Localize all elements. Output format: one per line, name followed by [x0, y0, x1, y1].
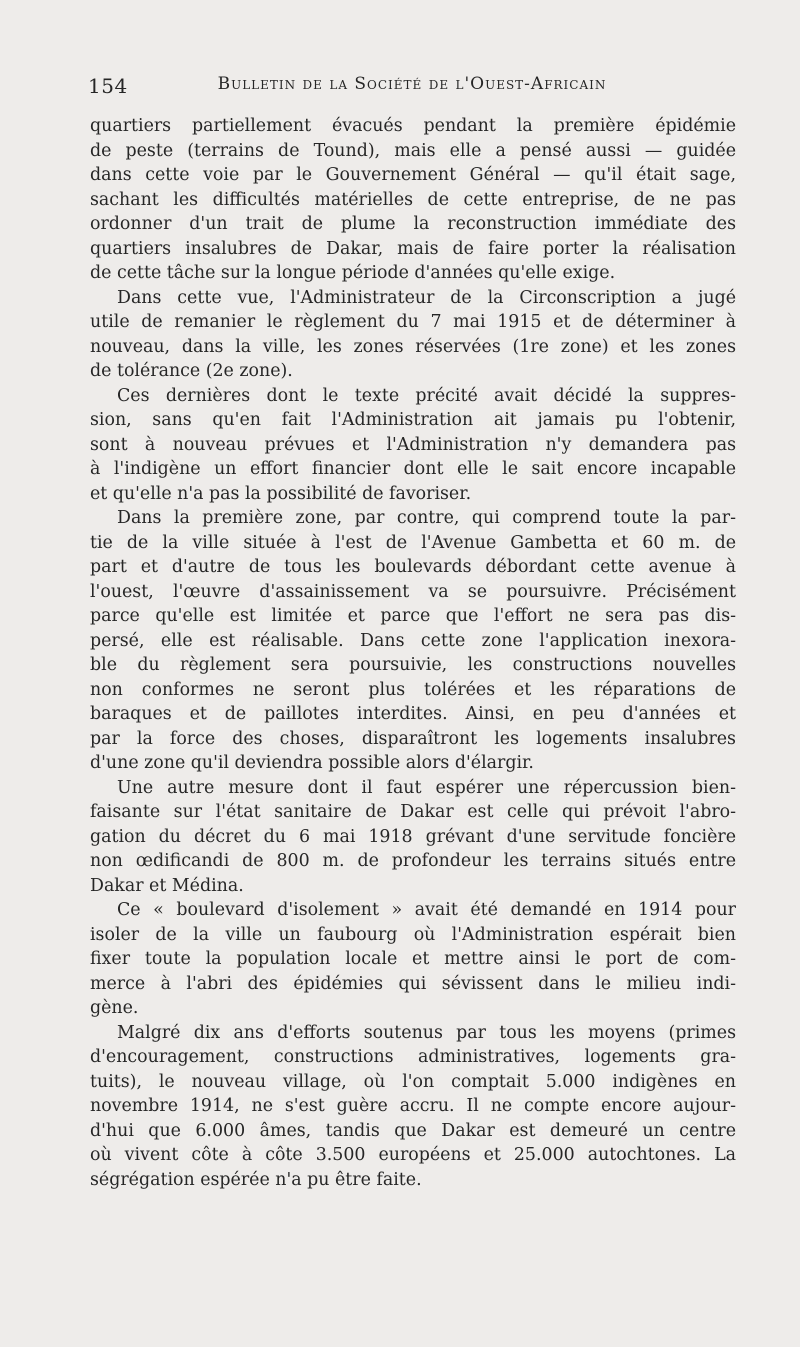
running-title: Bulletin de la Société de l'Ouest-Africain: [217, 74, 607, 94]
text-line: non œdificandi de 800 m. de profondeur les terrains situés entre: [90, 851, 736, 871]
text-line: ségrégation espérée n'a pu être faite.: [90, 1169, 422, 1190]
text-line: gène.: [90, 998, 139, 1018]
paragraph: [90, 384, 736, 507]
text-line: novembre 1914, ne s'est guère accru. Il ne compte encore aujour-: [90, 1096, 736, 1116]
text-line: non conformes ne seront plus tolérées et les réparations de: [90, 679, 736, 700]
text-line: d'une zone qu'il deviendra possible alors d'élargir.: [90, 753, 534, 773]
text-line: et qu'elle n'a pas la possibilité de favoriser.: [90, 483, 472, 504]
text-line: par la force des choses, disparaîtront les logements insalubres: [90, 728, 736, 749]
text-line: fixer toute la population locale et mettre ainsi le port de com-: [90, 949, 736, 969]
text-line: Ces dernières dont le texte précité avait décidé la suppres-: [117, 385, 736, 406]
text-line: isoler de la ville un faubourg où l'Administration espérait bien: [90, 924, 736, 945]
text-line: faisante sur l'état sanitaire de Dakar est celle qui prévoit l'abro-: [90, 802, 736, 822]
text-line: d'hui que 6.000 âmes, tandis que Dakar est demeuré un centre: [90, 1120, 736, 1141]
text-line: utile de remanier le règlement du 7 mai 1915 et de déterminer à: [90, 312, 736, 332]
text-line: Dakar et Médina.: [90, 875, 244, 896]
text-line: dans cette voie par le Gouvernement Général — qu'il était sage,: [90, 165, 736, 185]
text-line: sion, sans qu'en fait l'Administration ait jamais pu l'obtenir,: [90, 410, 736, 430]
text-line: ordonner d'un trait de plume la reconstruction immédiate des: [90, 214, 736, 234]
paragraph: [90, 1021, 736, 1193]
text-line: persé, elle est réalisable. Dans cette zone l'application inexora-: [90, 630, 736, 651]
text-line: à l'indigène un effort financier dont elle le sait encore incapable: [90, 459, 736, 479]
text-line: tuits), le nouveau village, où l'on comptait 5.000 indigènes en: [90, 1071, 736, 1092]
text-line: Dans la première zone, par contre, qui comprend toute la par-: [117, 508, 736, 528]
paragraph: [90, 506, 736, 776]
text-line: Dans cette vue, l'Administrateur de la Circonscription a jugé: [117, 287, 736, 308]
text-line: ble du règlement sera poursuivie, les constructions nouvelles: [90, 655, 736, 675]
text-line: où vivent côte à côte 3.500 européens et 25.000 autochtones. La: [90, 1145, 736, 1165]
text-line: sont à nouveau prévues et l'Administration n'y demandera pas: [90, 434, 736, 455]
paragraph: [90, 898, 736, 1021]
page-header: [88, 74, 736, 104]
text-line: nouveau, dans la ville, les zones réservées (1re zone) et les zones: [90, 336, 736, 357]
text-line: merce à l'abri des épidémies qui sévissent dans le milieu indi-: [90, 973, 736, 994]
body-text: [90, 114, 736, 1192]
text-line: de cette tâche sur la longue période d'années qu'elle exige.: [90, 263, 616, 283]
text-line: part et d'autre de tous les boulevards débordant cette avenue à: [90, 557, 736, 577]
text-line: baraques et de paillotes interdites. Ainsi, en peu d'années et: [90, 704, 736, 724]
text-line: tie de la ville située à l'est de l'Avenue Gambetta et 60 m. de: [90, 532, 736, 553]
text-line: l'ouest, l'œuvre d'assainissement va se poursuivre. Précisément: [90, 581, 736, 602]
text-line: Une autre mesure dont il faut espérer une répercussion bien-: [117, 777, 736, 798]
paragraph: [90, 286, 736, 384]
text-line: de peste (terrains de Tound), mais elle a pensé aussi — guidée: [90, 140, 736, 161]
text-line: de tolérance (2e zone).: [90, 361, 293, 381]
text-line: gation du décret du 6 mai 1918 grévant d'une servitude foncière: [90, 826, 736, 847]
page-number: 154: [88, 74, 128, 98]
text-line: Ce « boulevard d'isolement » avait été demandé en 1914 pour: [117, 900, 736, 920]
text-line: quartiers partiellement évacués pendant la première épidémie: [90, 116, 736, 136]
paragraph: [90, 776, 736, 899]
text-line: sachant les difficultés matérielles de cette entreprise, de ne pas: [90, 189, 736, 210]
text-line: d'encouragement, constructions administratives, logements gra-: [90, 1047, 736, 1067]
paragraph: [90, 114, 736, 286]
text-line: Malgré dix ans d'efforts soutenus par tous les moyens (primes: [117, 1022, 736, 1043]
text-line: quartiers insalubres de Dakar, mais de faire porter la réalisation: [90, 238, 736, 259]
text-line: parce qu'elle est limitée et parce que l'effort ne sera pas dis-: [90, 606, 736, 626]
